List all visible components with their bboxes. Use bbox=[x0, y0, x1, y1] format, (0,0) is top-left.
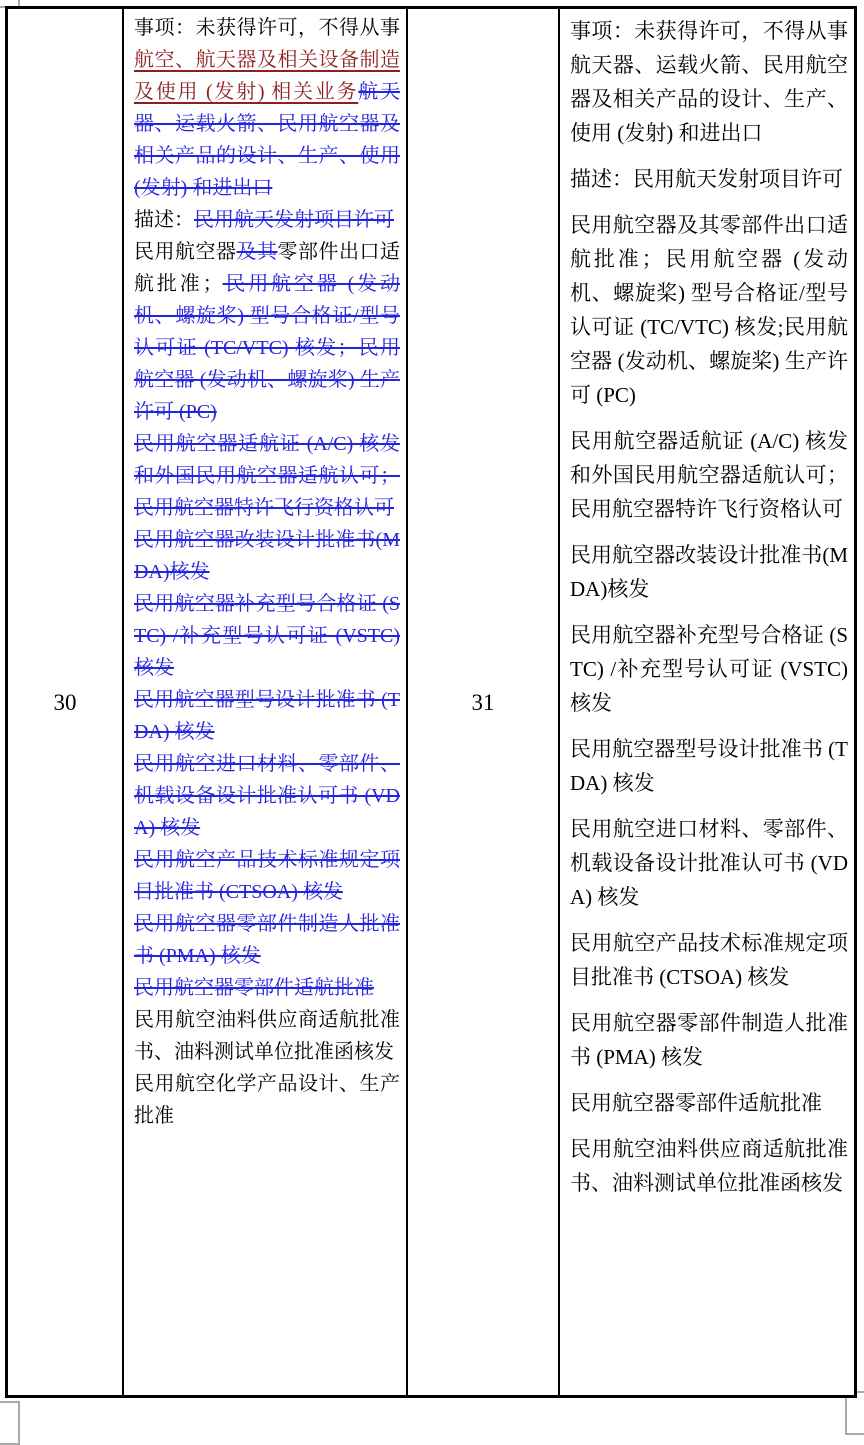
deleted-text-run: 民用航空器补充型号合格证 (STC) /补充型号认可证 (VSTC) 核发 bbox=[134, 593, 400, 679]
paragraph: 民用航空进口材料、零部件、机载设备设计批准认可书 (VDA) 核发 bbox=[570, 817, 848, 909]
paragraph: 民用航空器零部件制造人批准书 (PMA) 核发 bbox=[570, 1011, 848, 1069]
text-run: 民用航空油料供应商适航批准书、油料测试单位批准函核发 bbox=[134, 1009, 400, 1063]
paragraph: 描述：民用航天发射项目许可 bbox=[570, 167, 843, 191]
paragraph bbox=[134, 12, 400, 204]
paragraph: 民用航空器零部件适航批准 bbox=[570, 1091, 822, 1115]
deleted-text-run: 民用航空器 (发动机、螺旋桨) 型号合格证/型号认可证 (TC/VTC) 核发；民用航空器 (发动机、螺旋桨) 生产许可 (PC) bbox=[134, 273, 400, 423]
text-run: 描述： bbox=[134, 209, 194, 231]
deleted-text-run: 民用航空器改装设计批准书(MDA)核发 bbox=[134, 529, 400, 583]
row-number-cell-old[interactable] bbox=[8, 9, 124, 1395]
paragraph: 民用航空器适航证 (A/C) 核发和外国民用航空器适航认可；民用航空器特许飞行资格认可 bbox=[570, 429, 848, 521]
inserted-text-run: 航空、航天器及相关设备制造及使用 (发射) 相关业务 bbox=[134, 49, 400, 103]
paragraph bbox=[134, 908, 400, 972]
paragraph bbox=[134, 844, 400, 908]
paragraph bbox=[134, 428, 400, 524]
text-run: 零部件出口适航批准； bbox=[134, 241, 400, 295]
paragraph: 民用航空器及其零部件出口适航批准；民用航空器 (发动机、螺旋桨) 型号合格证/型号认可证 (TC/VTC) 核发;民用航空器 (发动机、螺旋桨) 生产许可 (PC) bbox=[570, 213, 848, 407]
paragraph bbox=[134, 748, 400, 844]
paragraph bbox=[134, 1004, 400, 1068]
deleted-text-run: 及其 bbox=[236, 241, 278, 263]
deleted-text-run: 民用航空产品技术标准规定项目批准书 (CTSOA) 核发 bbox=[134, 849, 400, 903]
row-number-cell-new[interactable] bbox=[408, 9, 560, 1395]
page-corner-mark-bottom-left bbox=[0, 1401, 20, 1445]
clean-text-cell[interactable] bbox=[560, 9, 854, 1395]
deleted-text-run: 民用航空进口材料、零部件、机载设备设计批准认可书 (VDA) 核发 bbox=[134, 753, 400, 839]
deleted-text-run: 民用航天发射项目许可 bbox=[194, 209, 394, 231]
paragraph: 民用航空产品技术标准规定项目批准书 (CTSOA) 核发 bbox=[570, 931, 848, 989]
paragraph bbox=[134, 684, 400, 748]
text-run: 事项：未获得许可，不得从事 bbox=[134, 17, 400, 39]
paragraph bbox=[134, 236, 400, 428]
row-number-old: 30 bbox=[53, 689, 77, 715]
deleted-text-run: 民用航空器型号设计批准书 (TDA) 核发 bbox=[134, 689, 400, 743]
paragraph: 民用航空油料供应商适航批准书、油料测试单位批准函核发 bbox=[570, 1137, 848, 1195]
paragraph: 民用航空器补充型号合格证 (STC) /补充型号认可证 (VSTC) 核发 bbox=[570, 623, 848, 715]
paragraph bbox=[134, 972, 400, 1004]
revision-table bbox=[5, 6, 857, 1398]
text-run: 民用航空化学产品设计、生产批准 bbox=[134, 1073, 400, 1127]
paragraph: 民用航空器改装设计批准书(MDA)核发 bbox=[570, 543, 848, 601]
deleted-text-run: 民用航空器零部件适航批准 bbox=[134, 977, 374, 999]
paragraph bbox=[134, 1068, 400, 1132]
paragraph bbox=[134, 204, 400, 236]
paragraph: 民用航空器型号设计批准书 (TDA) 核发 bbox=[570, 737, 848, 795]
paragraph: 事项：未获得许可，不得从事航天器、运载火箭、民用航空器及相关产品的设计、生产、使用 (发射) 和进出口 bbox=[570, 19, 848, 145]
paragraph bbox=[134, 588, 400, 684]
text-run: 民用航空器 bbox=[134, 241, 237, 263]
deleted-text-run: 航天器、运载火箭、民用航空器及相关产品的设计、生产、使用 (发射) 和进出口 bbox=[134, 81, 400, 199]
paragraph bbox=[134, 524, 400, 588]
row-number-new: 31 bbox=[471, 689, 495, 715]
deleted-text-run: 民用航空器适航证 (A/C) 核发和外国民用航空器适航认可；民用航空器特许飞行资格认可 bbox=[134, 433, 400, 519]
tracked-changes-cell[interactable] bbox=[124, 9, 408, 1395]
deleted-text-run: 民用航空器零部件制造人批准书 (PMA) 核发 bbox=[134, 913, 400, 967]
